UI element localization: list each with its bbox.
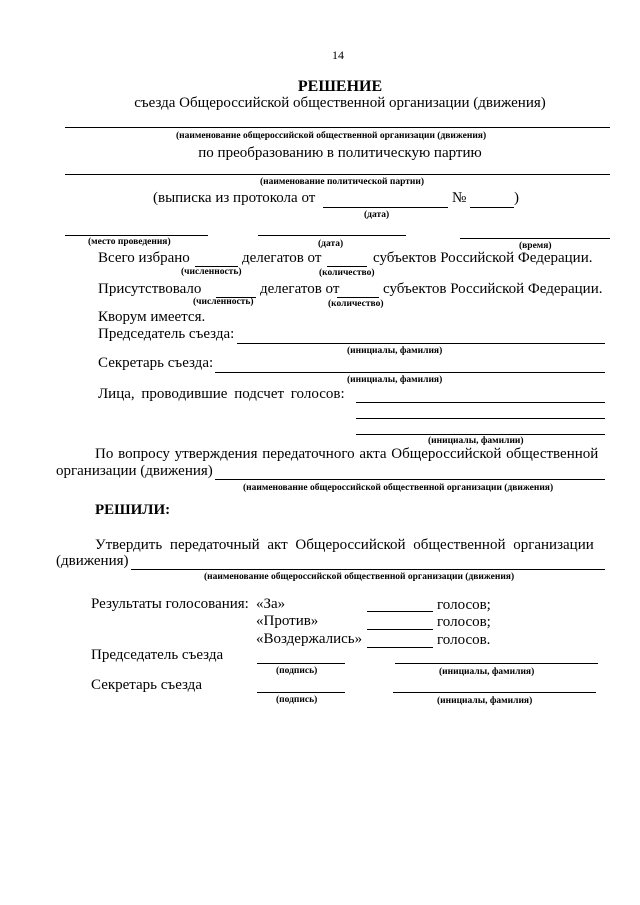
chairman-signature-hint: (подпись): [276, 666, 318, 676]
secretary-line: [215, 372, 605, 373]
present-qty-line: [337, 297, 379, 298]
secretary-label: Секретарь съезда:: [98, 355, 214, 371]
date-hint: (дата): [318, 239, 344, 249]
secretary-name-line: [393, 692, 596, 693]
question-line-1: По вопросу утверждения передаточного акта Общероссийской общественной: [95, 446, 599, 462]
chairman-name-hint: (инициалы, фамилия): [439, 667, 535, 677]
secretary-hint: (инициалы, фамилия): [347, 375, 443, 385]
question-org-line: [215, 479, 605, 480]
org-name-line: [65, 127, 610, 128]
present-count-hint: (численность): [193, 297, 254, 307]
elected-label: Всего избрано: [98, 250, 190, 266]
voting-against: «Против»: [256, 613, 319, 629]
secretary-name-hint: (инициалы, фамилия): [437, 696, 533, 706]
extract-no-sign: №: [452, 190, 467, 206]
question-org-hint: (наименование общероссийской общественной организации (движения): [243, 483, 554, 493]
page-number: 14: [332, 48, 344, 62]
approve-line-2: (движения): [56, 553, 129, 569]
voting-abstain: «Воздержались»: [256, 631, 363, 647]
counters-hint: (инициалы, фамилии): [428, 436, 524, 446]
votes-for-label: голосов;: [437, 597, 491, 613]
document-title: РЕШЕНИЕ: [297, 78, 383, 95]
chairman-name-line: [395, 663, 598, 664]
extract-date-hint: (дата): [364, 210, 390, 220]
approve-line-1: Утвердить передаточный акт Общероссийской общественной организации: [95, 537, 594, 553]
elected-subjects: субъектов Российской Федерации.: [373, 250, 593, 266]
counters-line-2: [356, 418, 605, 419]
votes-against-line: [367, 629, 433, 630]
time-line: [460, 238, 610, 239]
voting-for: «За»: [256, 596, 286, 612]
elected-qty-hint: (количество): [319, 268, 375, 278]
present-label: Присутствовало: [98, 281, 202, 297]
chairman-line: [237, 343, 605, 344]
approve-org-line: [131, 569, 605, 570]
purpose-text: по преобразованию в политическую партию: [198, 145, 482, 161]
extract-close: ): [514, 190, 519, 206]
place-line: [65, 235, 208, 236]
party-name-line: [65, 174, 610, 175]
question-line-2: организации (движения): [56, 463, 213, 479]
org-name-hint: (наименование общероссийской общественной организации (движения): [176, 131, 487, 141]
present-qty-hint: (количество): [328, 299, 384, 309]
counters-line-3: [356, 434, 605, 435]
approve-org-hint: (наименование общероссийской общественной организации (движения): [204, 572, 515, 582]
voting-label: Результаты голосования:: [91, 596, 249, 612]
extract-text: (выписка из протокола от: [153, 190, 316, 206]
elected-qty-line: [327, 266, 367, 267]
extract-no-line: [470, 207, 514, 208]
quorum-text: Кворум имеется.: [98, 309, 206, 325]
chairman-hint: (инициалы, фамилия): [347, 346, 443, 356]
decided-heading: РЕШИЛИ:: [95, 502, 171, 518]
document-subtitle: съезда Общероссийской общественной организации (движения): [134, 95, 546, 111]
counters-label: Лица, проводившие подсчет голосов:: [98, 386, 345, 402]
counters-line-1: [356, 402, 605, 403]
place-hint: (место проведения): [88, 237, 171, 247]
elected-delegates: делегатов от: [242, 250, 322, 266]
chairman-label: Председатель съезда:: [98, 326, 235, 342]
secretary-signature-line: [257, 692, 345, 693]
date-line: [258, 235, 406, 236]
votes-abstain-label: голосов.: [437, 632, 491, 648]
present-delegates: делегатов от: [260, 281, 340, 297]
votes-against-label: голосов;: [437, 614, 491, 630]
chairman-signature-label: Председатель съезда: [91, 647, 224, 663]
secretary-signature-hint: (подпись): [276, 695, 318, 705]
votes-for-line: [367, 611, 433, 612]
party-name-hint: (наименование политической партии): [260, 177, 425, 187]
elected-count-hint: (численность): [181, 267, 242, 277]
extract-date-line: [323, 207, 448, 208]
votes-abstain-line: [367, 647, 433, 648]
time-hint: (время): [519, 241, 552, 251]
chairman-signature-line: [257, 663, 345, 664]
secretary-signature-label: Секретарь съезда: [91, 677, 202, 693]
present-subjects: субъектов Российской Федерации.: [383, 281, 603, 297]
